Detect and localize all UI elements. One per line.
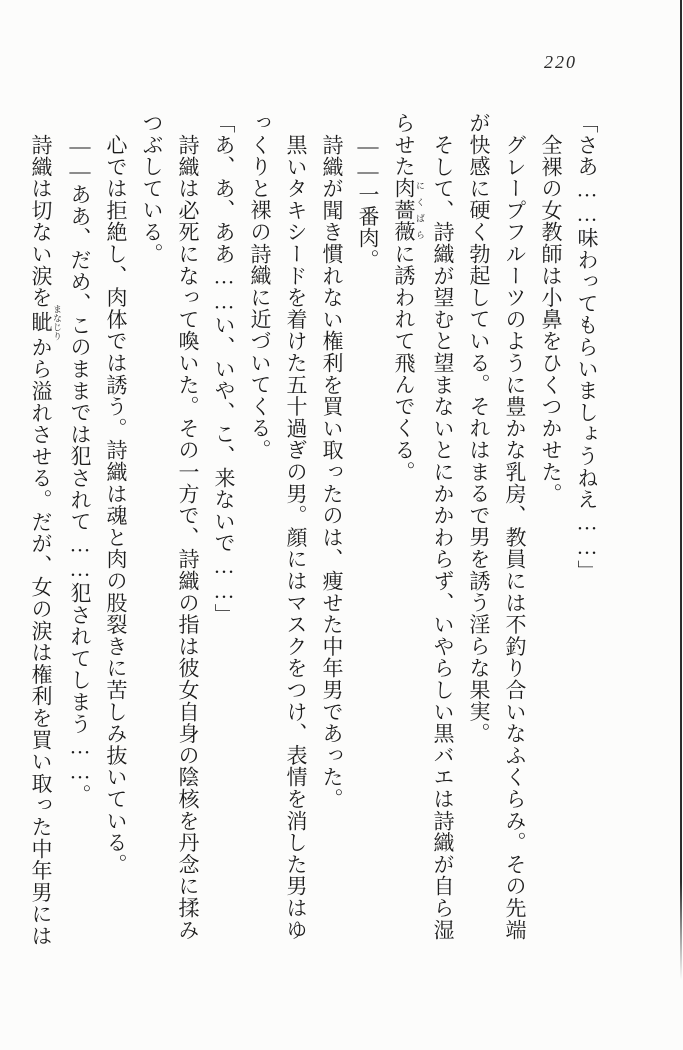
- text-line: 「さあ……味わってもらいましょうねえ……」: [575, 112, 599, 582]
- text-line: 詩織は必死になって喚いた。その一方で、詩織の指は彼女自身の陰核を丹念に揉み: [176, 134, 200, 941]
- text-line: 黒いタキシードを着けた五十過ぎの男。顔にはマスクをつけ、表情を消した男はゆ: [284, 134, 308, 941]
- text-line: ――一番肉。: [356, 134, 380, 271]
- text-line: 「あ、あ、ああ……い、いや、こ、来ないで……」: [212, 112, 236, 626]
- text-line: 全裸の女教師は小鼻をひくつかせた。: [539, 134, 563, 505]
- text-line: そして、詩織が望むと望まないとにかかわらず、いやらしい黒バエは詩織が自ら湿: [431, 134, 455, 941]
- text-block: [23, 112, 605, 948]
- ruby-annotated-word: 眦 まなじり: [29, 304, 62, 341]
- furigana: にくばら: [415, 177, 425, 243]
- text-line: つぶしている。: [140, 112, 164, 265]
- text-line: らせた肉薔薇 にくばらに誘われて飛んでくる。: [392, 112, 425, 483]
- ruby-annotated-word: 肉薔薇 にくばら: [392, 177, 425, 243]
- furigana: まなじり: [52, 304, 62, 341]
- page-number: 220: [544, 52, 577, 72]
- text-line: 詩織が聞き慣れない権利を買い取ったのは、痩せた中年男であった。: [320, 134, 344, 810]
- text-line: ――ああ、だめ、このままでは犯されて……犯されてしまう……。: [68, 134, 92, 806]
- text-line: 心では拒絶し、肉体では誘う。詩織は魂と肉の股裂きに苦しみ抜いている。: [104, 134, 128, 876]
- text-line: っくりと裸の詩織に近づいてくる。: [248, 112, 272, 461]
- text-line: が快感に硬く勃起している。それはまるで男を誘う淫らな果実。: [467, 112, 491, 745]
- text-line: グレープフルーツのように豊かな乳房、教員には不釣り合いなふくらみ。その先端: [503, 134, 527, 941]
- text-line: 詩織は切ない涙を眦 まなじりから溢れさせる。だが、女の涙は権利を買い取った中年男には: [29, 134, 62, 947]
- page-edge-line: [680, 0, 682, 980]
